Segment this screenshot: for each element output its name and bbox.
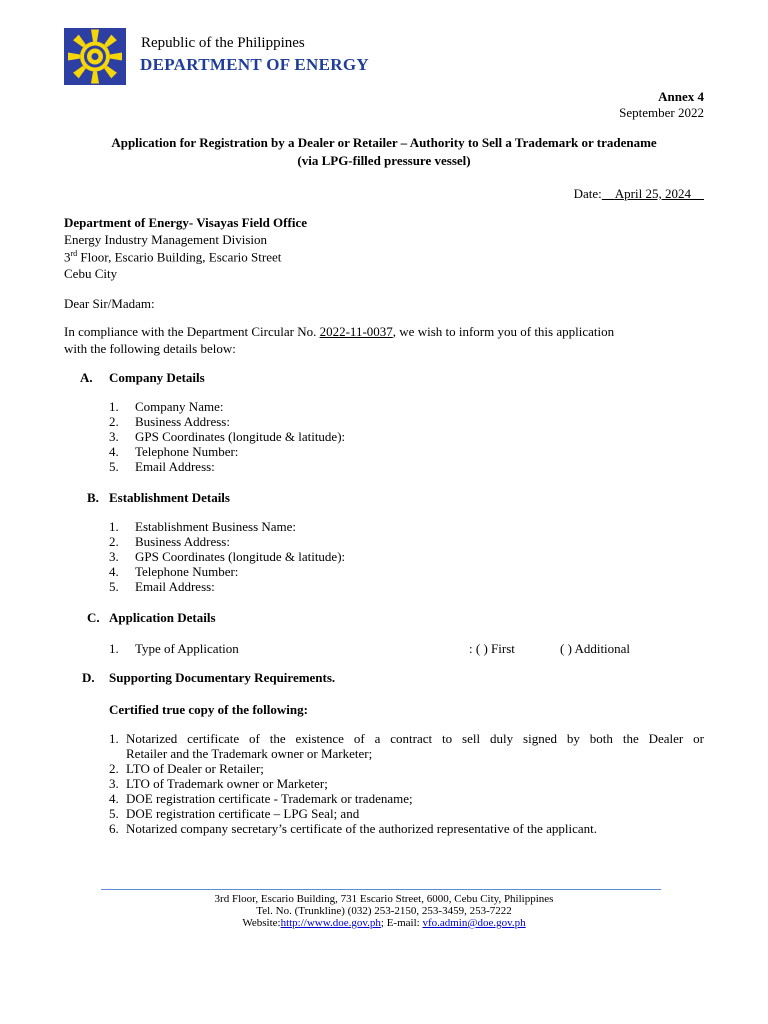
requirement-item: Notarized certificate of the existence of a contract to sell duly signed by both the Dealer or [126, 731, 704, 746]
addressee-division: Energy Industry Management Division [64, 232, 268, 247]
requirement-number: 1. [109, 731, 119, 746]
company-detail-item-number: 2. [109, 414, 119, 429]
footer-address: 3rd Floor, Escario Building, 731 Escario Street, 6000, Cebu City, Philippines [214, 893, 554, 905]
circular-number: 2022-11-0037 [319, 324, 393, 339]
establishment-detail-item: Business Address: [135, 534, 230, 549]
republic-text: Republic of the Philippines [141, 35, 305, 51]
option-first[interactable]: : ( ) First [469, 641, 515, 656]
date-value: April 25, 2024 [614, 186, 691, 201]
establishment-detail-item: Establishment Business Name: [135, 519, 297, 534]
intro-line2: with the following details below: [64, 341, 236, 356]
company-detail-item: GPS Coordinates (longitude & latitude): [135, 429, 346, 444]
establishment-detail-item-number: 1. [109, 519, 119, 534]
option-additional[interactable]: ( ) Additional [560, 641, 631, 656]
company-detail-item-number: 5. [109, 459, 119, 474]
addressee-name: Department of Energy- Visayas Field Office [64, 215, 307, 230]
footer-contact: Website:http://www.doe.gov.ph; E-mail: vfo.admin@doe.gov.ph [242, 917, 526, 929]
department-text: DEPARTMENT OF ENERGY [140, 55, 369, 74]
date-label: Date: [573, 186, 602, 201]
requirement-item: Notarized company secretary’s certificate of the authorized representative of the applicant. [126, 821, 598, 836]
website-link[interactable]: http://www.doe.gov.ph [280, 917, 381, 929]
establishment-detail-item: Telephone Number: [135, 564, 239, 579]
doe-logo [64, 28, 126, 85]
company-detail-item-number: 4. [109, 444, 119, 459]
establishment-detail-item-number: 2. [109, 534, 119, 549]
section-a-title: Company Details [109, 370, 205, 385]
salutation: Dear Sir/Madam: [64, 296, 155, 311]
document-title-line2: (via LPG-filled pressure vessel) [297, 153, 471, 168]
application-type-label: Type of Application [135, 641, 239, 656]
requirement-item: LTO of Dealer or Retailer; [126, 761, 264, 776]
establishment-detail-item: GPS Coordinates (longitude & latitude): [135, 549, 346, 564]
section-b-letter: B. [87, 490, 99, 505]
section-a-letter: A. [80, 370, 93, 385]
requirement-item: DOE registration certificate – LPG Seal; and [126, 806, 360, 821]
requirement-number: 5. [109, 806, 119, 821]
requirement-number: 2. [109, 761, 119, 776]
company-detail-item: Telephone Number: [135, 444, 239, 459]
document-title-line1: Application for Registration by a Dealer or Retailer – Authority to Sell a Trademark or tradename [111, 135, 657, 150]
requirement-item: LTO of Trademark owner or Marketer; [126, 776, 328, 791]
company-detail-item: Company Name: [135, 399, 224, 414]
establishment-detail-item-number: 5. [109, 579, 119, 594]
section-b-title: Establishment Details [109, 490, 230, 505]
requirement-number: 3. [109, 776, 119, 791]
application-type-number: 1. [109, 641, 119, 656]
requirement-number: 4. [109, 791, 119, 806]
annex-label: Annex 4 [658, 89, 704, 104]
email-link[interactable]: vfo.admin@doe.gov.ph [422, 917, 526, 929]
section-d-title: Supporting Documentary Requirements. [109, 670, 336, 685]
section-c-title: Application Details [109, 610, 216, 625]
company-detail-item-number: 1. [109, 399, 119, 414]
section-d-letter: D. [82, 670, 95, 685]
section-d-subtitle: Certified true copy of the following: [109, 702, 308, 717]
date-field [574, 186, 704, 202]
requirement-item: DOE registration certificate - Trademark or tradename; [126, 791, 413, 806]
intro-line1: In compliance with the Department Circular No. 2022-11-0037, we wish to inform you of this application [64, 324, 615, 339]
requirement-item: Retailer and the Trademark owner or Marketer; [126, 746, 373, 761]
company-detail-item: Email Address: [135, 459, 215, 474]
addressee-city: Cebu City [64, 266, 118, 281]
footer-telephone: Tel. No. (Trunkline) (032) 253-2150, 253-3459, 253-7222 [256, 905, 512, 917]
company-detail-item-number: 3. [109, 429, 119, 444]
section-c-letter: C. [87, 610, 100, 625]
footer-divider [101, 889, 661, 890]
company-detail-item: Business Address: [135, 414, 230, 429]
establishment-detail-item-number: 4. [109, 564, 119, 579]
addressee-street: 3rd Floor, Escario Building, Escario Street [64, 249, 282, 265]
requirement-number: 6. [109, 821, 119, 836]
establishment-detail-item-number: 3. [109, 549, 119, 564]
establishment-detail-item: Email Address: [135, 579, 215, 594]
annex-date: September 2022 [619, 105, 704, 120]
